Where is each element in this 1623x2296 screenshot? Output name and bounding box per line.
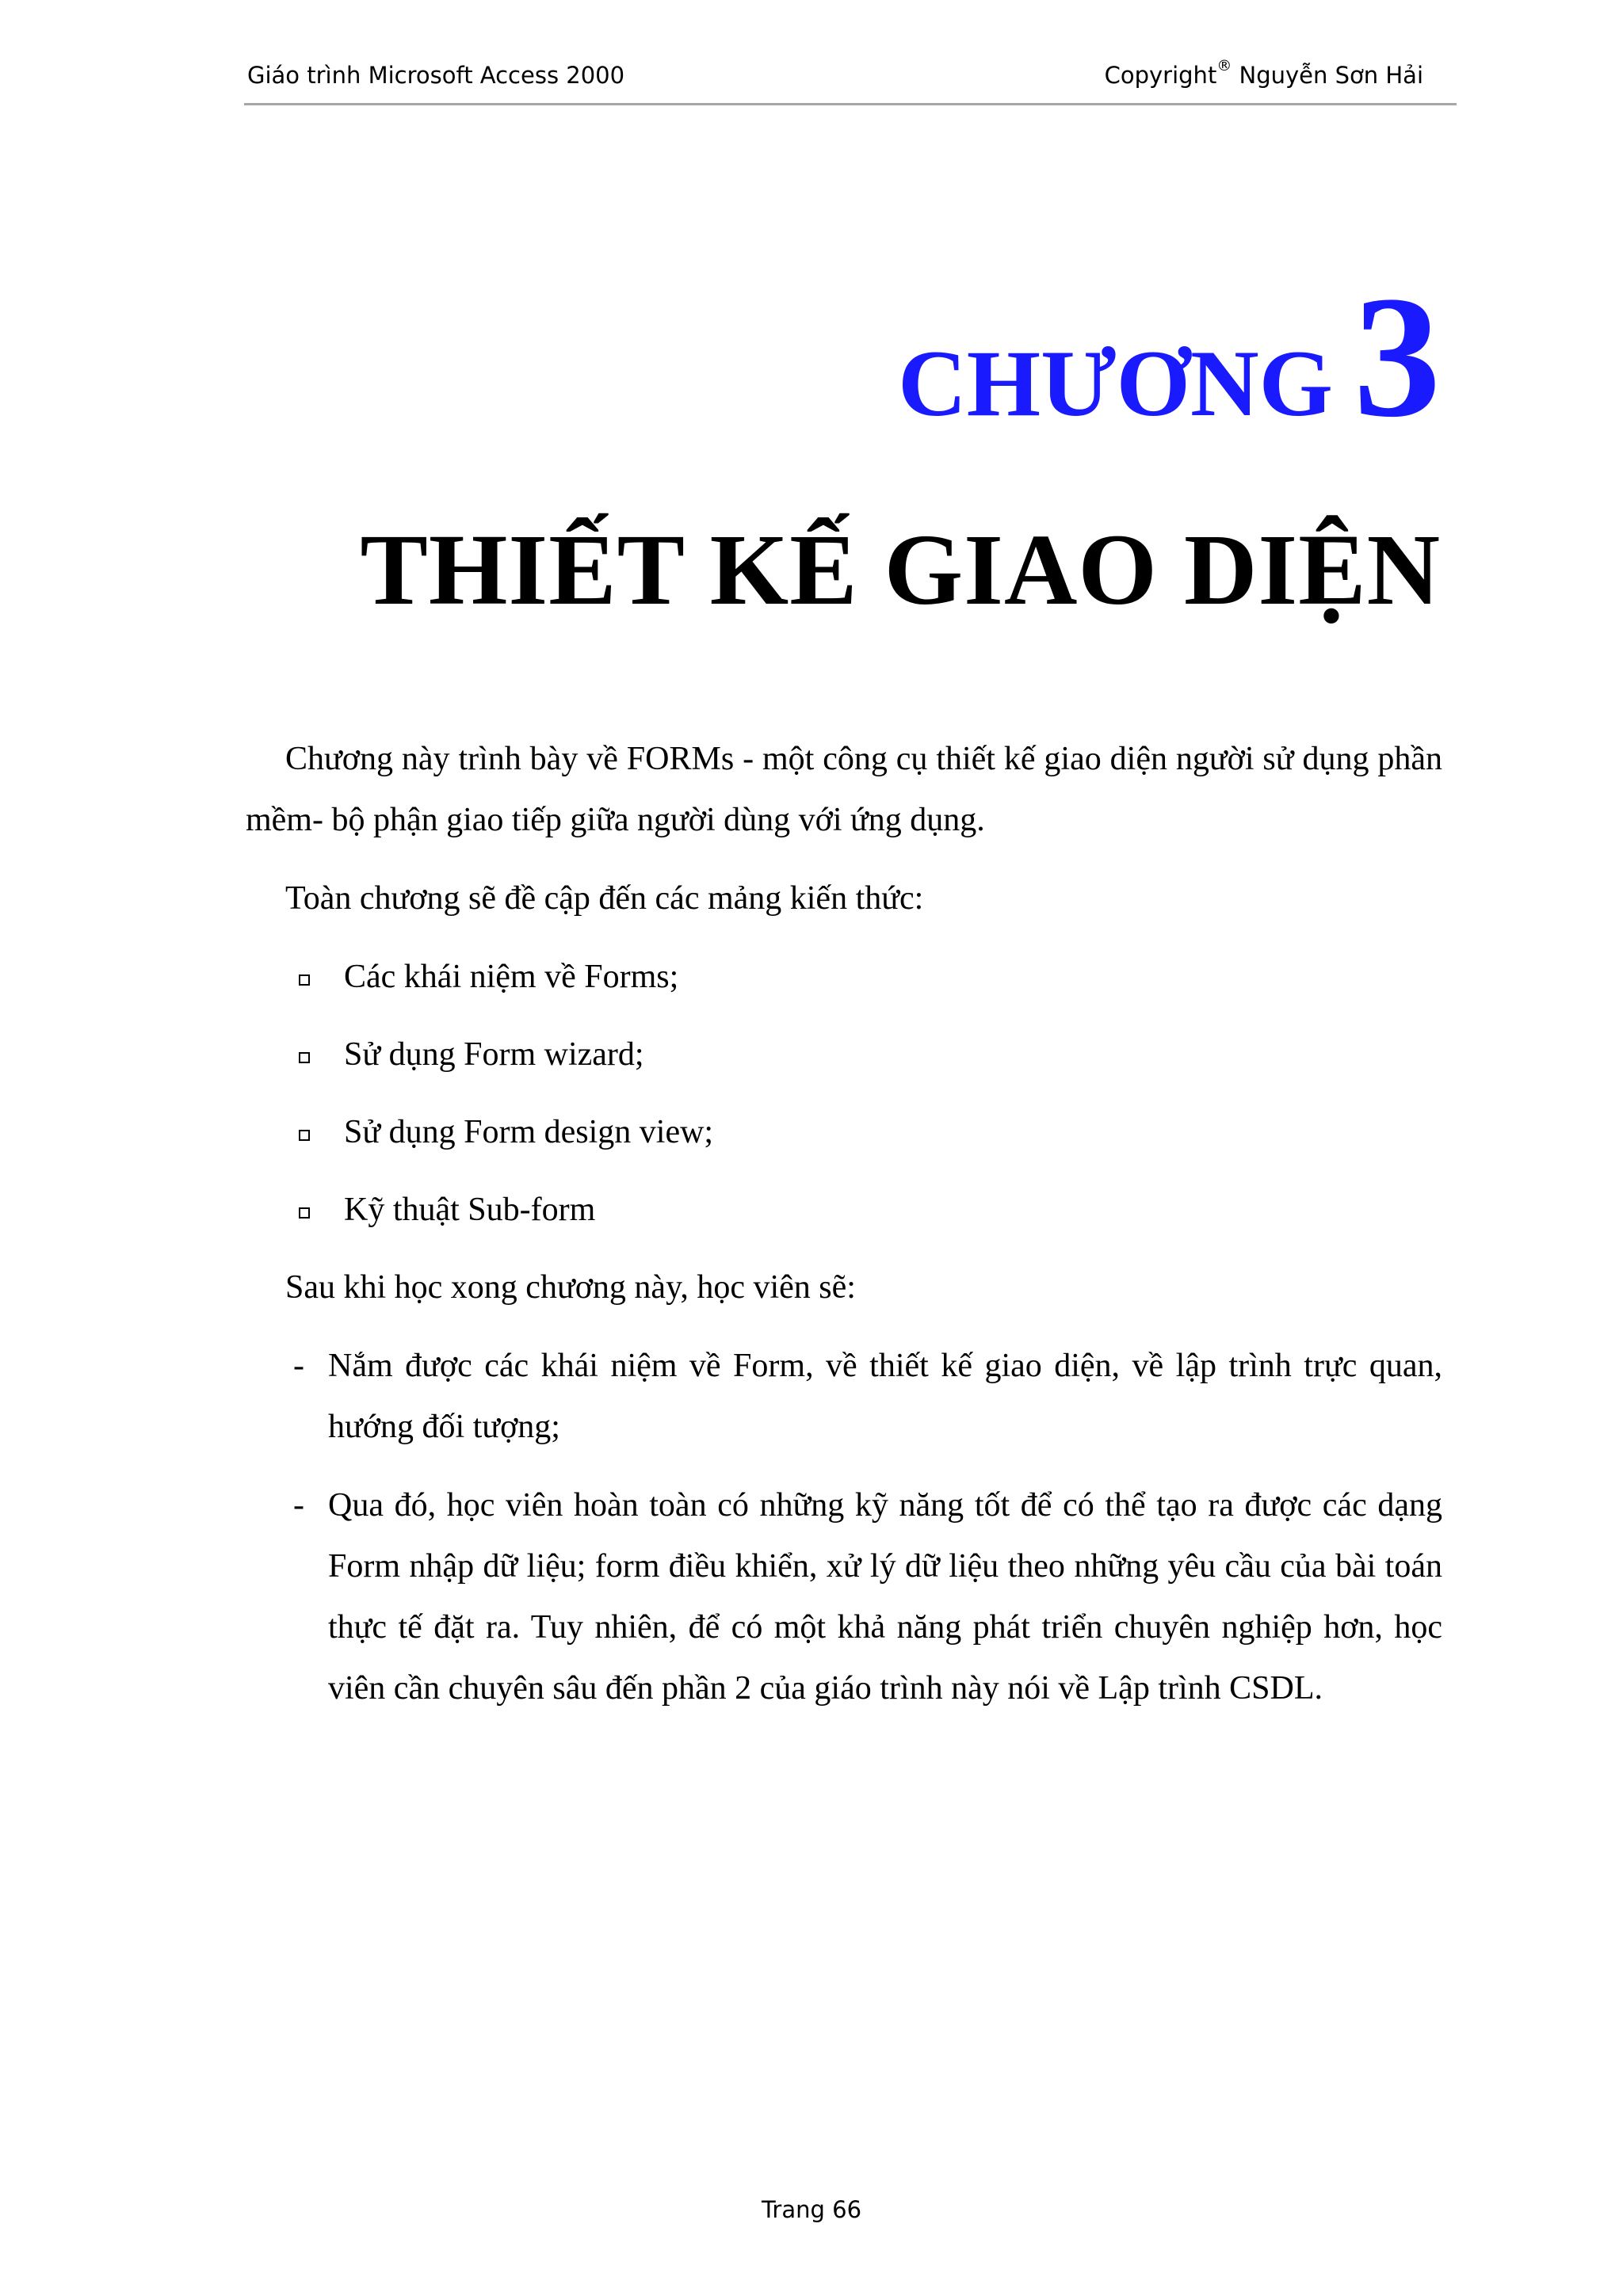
chapter-number: 3 bbox=[1354, 260, 1441, 453]
copyright-label: Copyright bbox=[1104, 62, 1217, 89]
topics-list bbox=[246, 947, 1442, 1241]
square-bullet-icon bbox=[299, 1207, 310, 1219]
registered-mark: ® bbox=[1216, 57, 1232, 74]
page-number: Trang 66 bbox=[761, 2196, 862, 2223]
page-header bbox=[244, 57, 1457, 105]
outcomes-heading: Sau khi học xong chương này, học viên sẽ: bbox=[285, 1269, 856, 1306]
list-item bbox=[246, 1102, 1442, 1163]
square-bullet-icon bbox=[299, 1052, 310, 1063]
author-name: Nguyễn Sơn Hải bbox=[1232, 62, 1423, 89]
chapter-heading bbox=[898, 260, 1441, 453]
square-bullet-icon bbox=[299, 974, 310, 986]
square-bullet-icon bbox=[299, 1130, 310, 1141]
outcome-item bbox=[246, 1475, 1442, 1719]
intro-paragraph: Chương này trình bày về FORMs - một công cụ thiết kế giao diện người sử dụng phần mềm- bộ phận giao tiếp giữa người dùng với ứng dụng. bbox=[246, 741, 1442, 838]
list-item bbox=[246, 947, 1442, 1008]
dash-marker: - bbox=[293, 1487, 304, 1524]
topic-text: Kỹ thuật Sub-form bbox=[344, 1192, 596, 1228]
chapter-title: THIẾT KẾ GIAO DIỆN bbox=[360, 513, 1441, 626]
topics-heading: Toàn chương sẽ đề cập đến các mảng kiến thức: bbox=[285, 880, 924, 917]
header-copyright bbox=[1104, 57, 1423, 89]
chapter-word: CHƯƠNG bbox=[898, 330, 1333, 436]
outcome-item bbox=[246, 1336, 1442, 1458]
dash-marker: - bbox=[293, 1348, 304, 1384]
outcome-text: Nắm được các khái niệm về Form, về thiết kế giao diện, về lập trình trực quan, hướng đối tượng; bbox=[328, 1348, 1442, 1445]
topic-text: Các khái niệm về Forms; bbox=[344, 959, 679, 995]
list-item bbox=[246, 1180, 1442, 1241]
chapter-body bbox=[246, 729, 1442, 1737]
outcome-text: Qua đó, học viên hoàn toàn có những kỹ năng tốt để có thể tạo ra được các dạng Form nhập dữ liệu; form điều khiển, xử lý dữ liệu theo những yêu cầu của bài toán thực tế đặt ra. Tuy nhiên, để có một khả năng phát triển chuyên nghiệp hơn, học viên cần chuyên sâu đến phần 2 của giáo trình này nói về Lập trình CSDL. bbox=[328, 1487, 1442, 1707]
header-book-title: Giáo trình Microsoft Access 2000 bbox=[247, 62, 625, 89]
list-item bbox=[246, 1024, 1442, 1085]
topic-text: Sử dụng Form wizard; bbox=[344, 1036, 644, 1073]
topic-text: Sử dụng Form design view; bbox=[344, 1114, 714, 1150]
